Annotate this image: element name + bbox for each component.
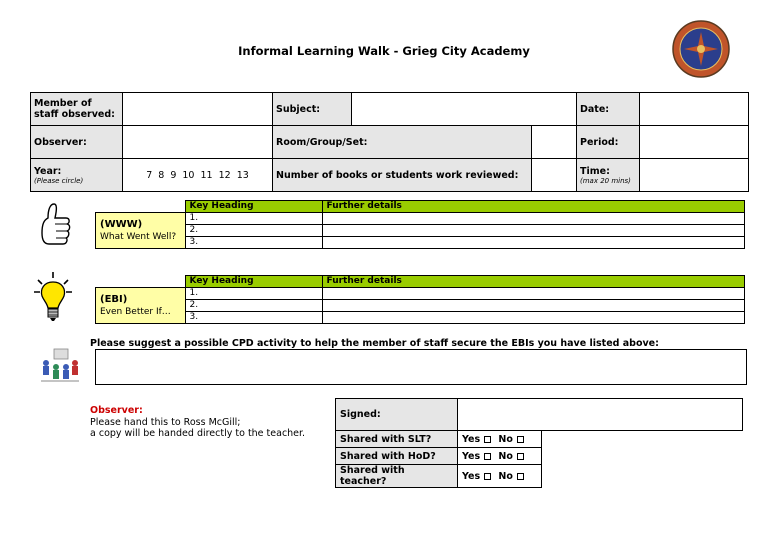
meeting-icon bbox=[38, 347, 82, 387]
ebi-subtitle: Even Better If… bbox=[100, 306, 171, 317]
www-row-2-details[interactable] bbox=[322, 225, 745, 237]
member-label: Member of staff observed: bbox=[31, 93, 123, 126]
ebi-row-2-heading[interactable]: 2. bbox=[185, 300, 322, 312]
period-label: Period: bbox=[577, 126, 640, 159]
hod-no-label: No bbox=[498, 450, 513, 462]
signed-field[interactable] bbox=[458, 399, 743, 431]
teacher-no-checkbox[interactable] bbox=[517, 473, 524, 480]
page-title: Informal Learning Walk - Grieg City Academy bbox=[238, 44, 530, 58]
ebi-label bbox=[96, 288, 186, 324]
slt-no-label: No bbox=[498, 433, 513, 445]
www-row-1-heading[interactable]: 1. bbox=[185, 213, 322, 225]
www-row-3-details[interactable] bbox=[322, 237, 745, 249]
www-label bbox=[96, 213, 186, 249]
teacher-yes-label: Yes bbox=[462, 470, 481, 482]
info-table bbox=[30, 92, 749, 192]
observer-note-label: Observer: bbox=[90, 405, 143, 416]
room-label: Room/Group/Set: bbox=[273, 126, 532, 159]
cpd-question: Please suggest a possible CPD activity to help the member of staff secure the EBIs you have listed above: bbox=[90, 338, 659, 349]
thumbs-up-icon bbox=[34, 200, 74, 252]
ebi-col-further-details: Further details bbox=[322, 276, 745, 288]
www-row-3-heading[interactable]: 3. bbox=[185, 237, 322, 249]
ebi-row-3-heading[interactable]: 3. bbox=[185, 312, 322, 324]
year-options[interactable]: 7 8 9 10 11 12 13 bbox=[123, 159, 273, 192]
ebi-row-1-heading[interactable]: 1. bbox=[185, 288, 322, 300]
www-title: (WWW) bbox=[100, 218, 143, 230]
ebi-table bbox=[95, 275, 745, 324]
year-note: (Please circle) bbox=[34, 176, 84, 185]
teacher-yes-checkbox[interactable] bbox=[484, 473, 491, 480]
signed-label: Signed: bbox=[336, 399, 458, 431]
time-label-cell bbox=[577, 159, 640, 192]
hod-yes-checkbox[interactable] bbox=[484, 453, 491, 460]
books-field[interactable] bbox=[532, 159, 577, 192]
school-crest-logo bbox=[672, 20, 730, 78]
date-label: Date: bbox=[577, 93, 640, 126]
observer-note bbox=[90, 405, 305, 440]
slt-options bbox=[458, 431, 542, 448]
hod-options bbox=[458, 448, 542, 465]
www-col-key-heading: Key Heading bbox=[185, 201, 322, 213]
ebi-row-1-details[interactable] bbox=[322, 288, 745, 300]
year-label: Year: bbox=[34, 165, 62, 177]
period-field[interactable] bbox=[640, 126, 749, 159]
subject-field[interactable] bbox=[352, 93, 577, 126]
sign-table bbox=[335, 398, 743, 488]
www-subtitle: What Went Well? bbox=[100, 231, 177, 242]
ebi-title: (EBI) bbox=[100, 293, 128, 305]
cpd-answer-field[interactable] bbox=[95, 349, 747, 385]
room-field[interactable] bbox=[532, 126, 577, 159]
lightbulb-icon bbox=[32, 270, 74, 326]
member-field[interactable] bbox=[123, 93, 273, 126]
hod-label: Shared with HoD? bbox=[336, 448, 458, 465]
observer-note-line-1: Please hand this to Ross McGill; bbox=[90, 416, 241, 428]
observer-note-line-2: a copy will be handed directly to the teacher. bbox=[90, 428, 306, 439]
teacher-label: Shared with teacher? bbox=[336, 465, 458, 488]
date-field[interactable] bbox=[640, 93, 749, 126]
ebi-col-key-heading: Key Heading bbox=[185, 276, 322, 288]
teacher-no-label: No bbox=[498, 470, 513, 482]
hod-no-checkbox[interactable] bbox=[517, 453, 524, 460]
www-row-1-details[interactable] bbox=[322, 213, 745, 225]
time-label: Time: bbox=[580, 165, 610, 177]
ebi-row-2-details[interactable] bbox=[322, 300, 745, 312]
teacher-options bbox=[458, 465, 542, 488]
subject-label: Subject: bbox=[273, 93, 352, 126]
slt-yes-label: Yes bbox=[462, 433, 481, 445]
slt-yes-checkbox[interactable] bbox=[484, 436, 491, 443]
books-label: Number of books or students work reviewed: bbox=[273, 159, 532, 192]
www-col-further-details: Further details bbox=[322, 201, 745, 213]
slt-label: Shared with SLT? bbox=[336, 431, 458, 448]
year-label-cell bbox=[31, 159, 123, 192]
www-row-2-heading[interactable]: 2. bbox=[185, 225, 322, 237]
observer-label: Observer: bbox=[31, 126, 123, 159]
time-note: (max 20 mins) bbox=[580, 176, 631, 185]
time-field[interactable] bbox=[640, 159, 749, 192]
observer-field[interactable] bbox=[123, 126, 273, 159]
slt-no-checkbox[interactable] bbox=[517, 436, 524, 443]
www-table bbox=[95, 200, 745, 249]
hod-yes-label: Yes bbox=[462, 450, 481, 462]
ebi-row-3-details[interactable] bbox=[322, 312, 745, 324]
